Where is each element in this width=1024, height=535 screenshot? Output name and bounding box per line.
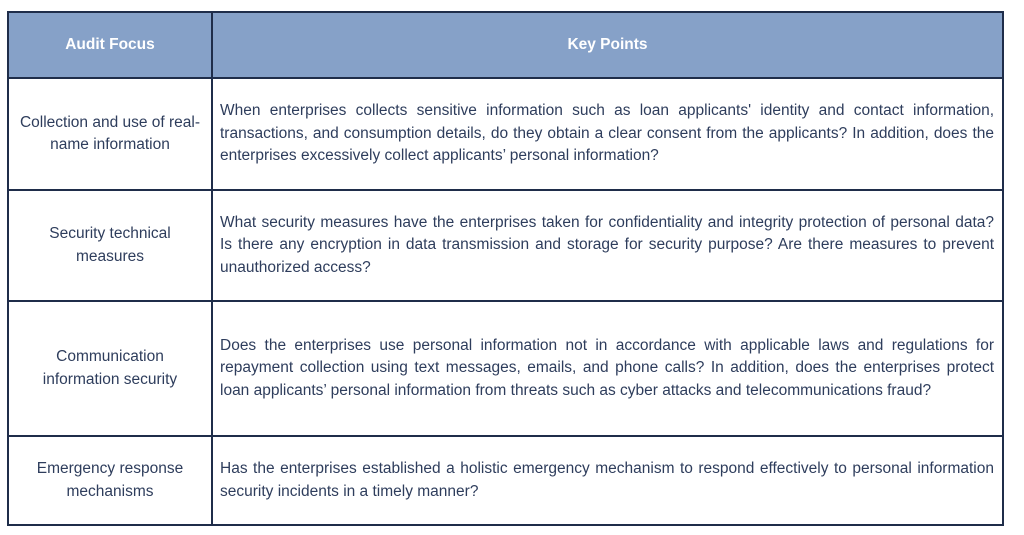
key-points-cell: When enterprises collects sensitive information such as loan applicants' identity and contact information, transactions, and consumption details, do they obtain a clear consent from the applicants? In addition, does the enterprises excessively collect applicants’ personal information? xyxy=(212,78,1003,190)
audit-focus-table xyxy=(7,11,1004,526)
table-row xyxy=(8,78,1003,190)
audit-focus-cell: Collection and use of real-name information xyxy=(8,78,212,190)
audit-focus-cell: Security technical measures xyxy=(8,190,212,301)
header-key-points: Key Points xyxy=(212,12,1003,78)
table-header-row xyxy=(8,12,1003,78)
key-points-cell: Has the enterprises established a holistic emergency mechanism to respond effectively to personal information security incidents in a timely manner? xyxy=(212,436,1003,525)
audit-focus-cell: Communication information security xyxy=(8,301,212,436)
table-row xyxy=(8,301,1003,436)
table-row xyxy=(8,190,1003,301)
table-row xyxy=(8,436,1003,525)
header-audit-focus: Audit Focus xyxy=(8,12,212,78)
audit-focus-cell: Emergency response mechanisms xyxy=(8,436,212,525)
key-points-cell: Does the enterprises use personal information not in accordance with applicable laws and regulations for repayment collection using text messages, emails, and phone calls? In addition, does the enterprises protect loan applicants’ personal information from threats such as cyber attacks and telecommunications fraud? xyxy=(212,301,1003,436)
key-points-cell: What security measures have the enterprises taken for confidentiality and integrity protection of personal data? Is there any encryption in data transmission and storage for security purpose? Are there measures to prevent unauthorized access? xyxy=(212,190,1003,301)
